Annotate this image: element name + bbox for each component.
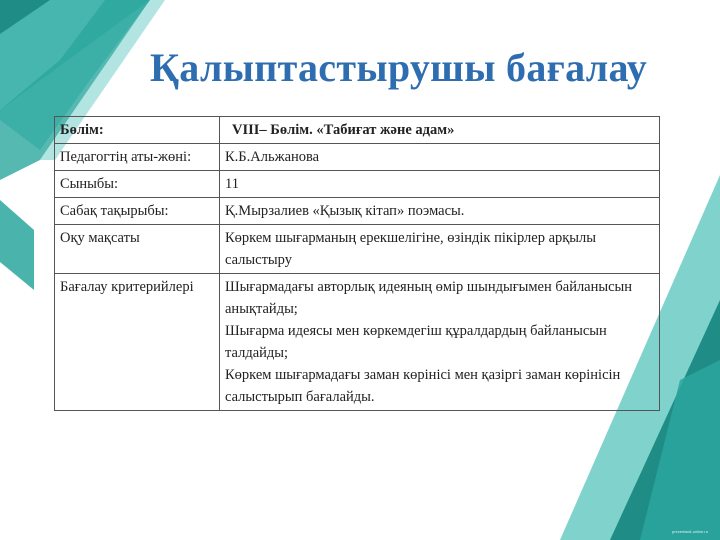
section-label: Бөлім: bbox=[55, 117, 220, 144]
grade-label: Сыныбы: bbox=[55, 171, 220, 198]
table-header-row bbox=[55, 117, 660, 144]
topic-text: Қ.Мырзалиев «Қызық кітап» поэмасы. bbox=[225, 203, 465, 219]
topic-label: Сабақ тақырыбы: bbox=[55, 198, 220, 225]
criteria-line: Шығармадағы авторлық идеяның өмір шындығымен байланысын анықтайды; bbox=[225, 279, 633, 317]
criteria-line: Көркем шығармадағы заман көрінісі мен қазіргі заман көрінісін салыстырып бағалайды. bbox=[225, 367, 621, 405]
watermark: prezentacii-online.ru bbox=[671, 529, 708, 534]
criteria-label: Бағалау критерийлері bbox=[55, 274, 220, 411]
teacher-label: Педагогтің аты-жөні: bbox=[55, 144, 220, 171]
left-side-strip bbox=[0, 200, 34, 290]
objective-value bbox=[220, 225, 660, 274]
teacher-value bbox=[220, 144, 660, 171]
slide-title: Қалыптастырушы бағалау bbox=[150, 45, 648, 90]
lesson-info-table bbox=[54, 116, 660, 411]
criteria-value bbox=[220, 274, 660, 411]
table-row bbox=[55, 144, 660, 171]
table-row bbox=[55, 274, 660, 411]
objective-label: Оқу мақсаты bbox=[55, 225, 220, 274]
objective-text: Көркем шығарманың ерекшелігіне, өзіндік пікірлер арқылы салыстыру bbox=[225, 230, 597, 268]
table-row bbox=[55, 171, 660, 198]
table-row bbox=[55, 225, 660, 274]
topic-value bbox=[220, 198, 660, 225]
teacher-name: К.Б.Альжанова bbox=[225, 149, 320, 165]
grade-value bbox=[220, 171, 660, 198]
table-row bbox=[55, 198, 660, 225]
section-value: VIII– Бөлім. «Табиғат және адам» bbox=[220, 117, 660, 144]
grade-number: 11 bbox=[225, 176, 239, 192]
criteria-line: Шығарма идеясы мен көркемдегіш құралдардың байланысын талдайды; bbox=[225, 323, 607, 361]
